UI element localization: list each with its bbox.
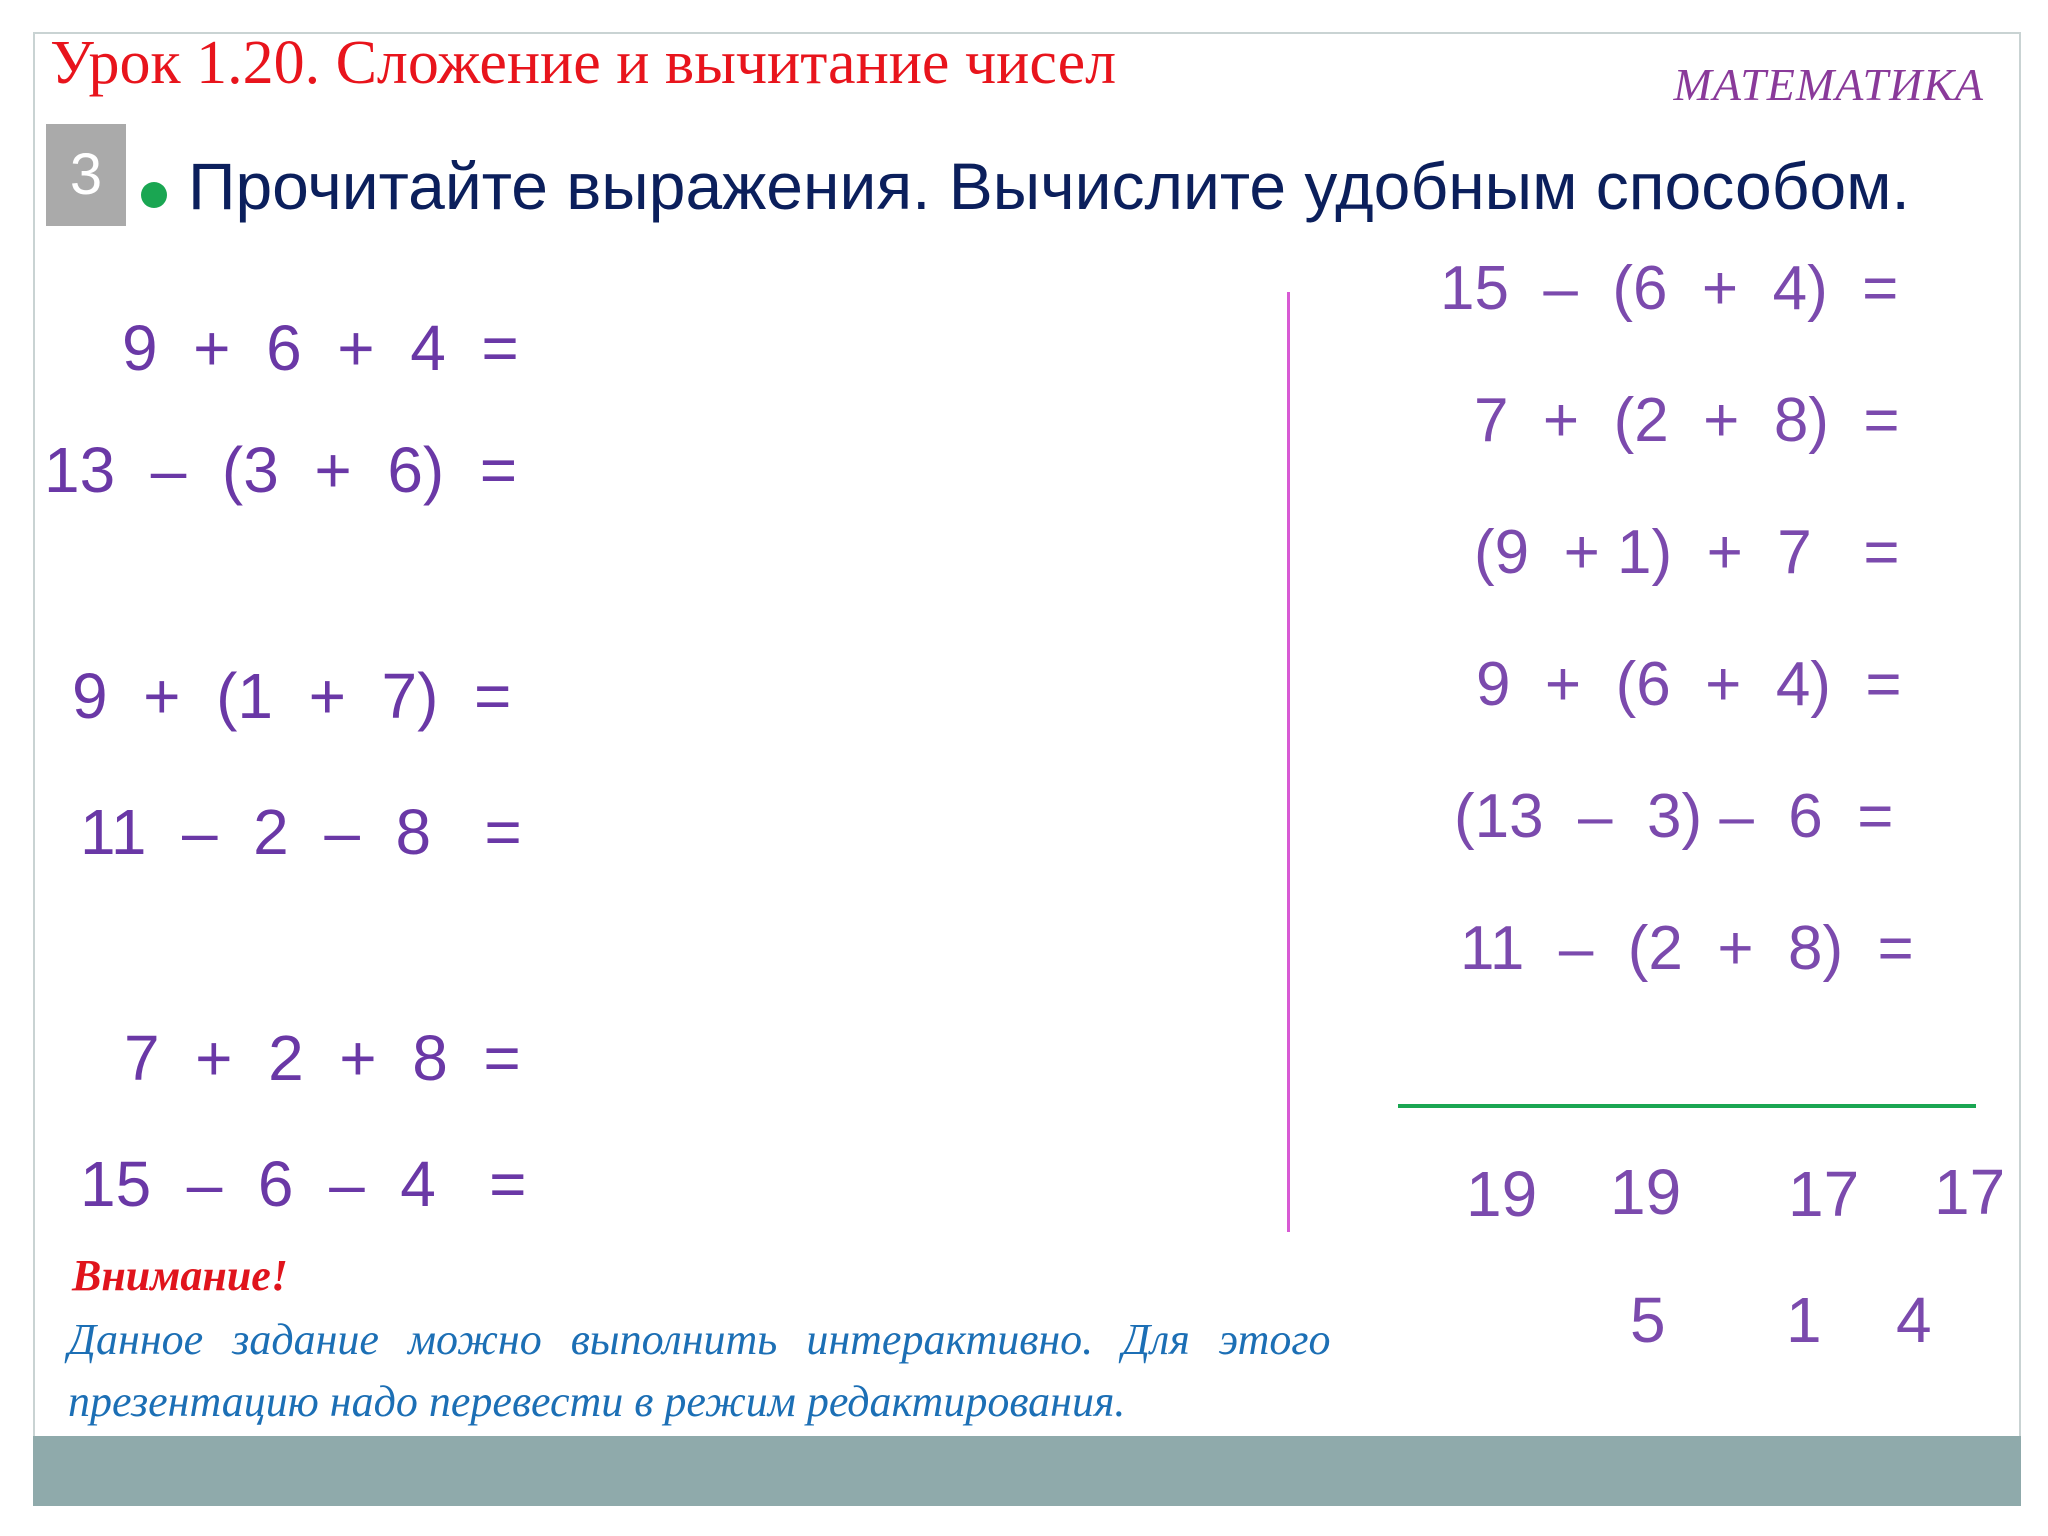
task-number-badge: 3 xyxy=(46,124,126,226)
answer-tile[interactable]: 19 xyxy=(1610,1156,1682,1228)
expression-left-2[interactable]: 13 – (3 + 6) = xyxy=(44,434,518,506)
note-text-line-1: Данное задание можно выполнить интерактивно. Для этого xyxy=(68,1315,1331,1364)
lesson-title: Урок 1.20. Сложение и вычитание чисел xyxy=(50,29,1117,97)
expression-left-3[interactable]: 9 + (1 + 7) = xyxy=(72,660,512,732)
task-instruction: Прочитайте выражения. Вычислите удобным способом. xyxy=(188,149,1910,223)
footer-bar xyxy=(33,1436,2021,1506)
subject-label: МАТЕМАТИКА xyxy=(1673,59,1984,110)
expression-left-1[interactable]: 9 + 6 + 4 = xyxy=(122,312,519,384)
expression-right-2[interactable]: 7 + (2 + 8) = xyxy=(1474,386,1900,455)
expression-right-4[interactable]: 9 + (6 + 4) = xyxy=(1476,650,1902,719)
expression-right-6[interactable]: 11 – (2 + 8) = xyxy=(1460,914,1914,983)
expression-right-3[interactable]: (9 + 1) + 7 = xyxy=(1474,518,1900,587)
answers-divider xyxy=(1398,1104,1976,1108)
expression-left-6[interactable]: 15 – 6 – 4 = xyxy=(80,1148,527,1220)
attention-label: Внимание! xyxy=(72,1251,288,1300)
answer-tile[interactable]: 19 xyxy=(1466,1158,1538,1230)
answer-tile[interactable]: 5 xyxy=(1630,1284,1666,1356)
note-text-line-2: презентацию надо перевести в режим редактирования. xyxy=(68,1377,1126,1426)
answer-tile[interactable]: 17 xyxy=(1934,1156,2006,1228)
expression-left-4[interactable]: 11 – 2 – 8 = xyxy=(80,796,522,868)
answer-tile[interactable]: 1 xyxy=(1786,1284,1822,1356)
answer-tile[interactable]: 17 xyxy=(1788,1158,1860,1230)
expression-right-1[interactable]: 15 – (6 + 4) = xyxy=(1440,254,1899,323)
expression-left-5[interactable]: 7 + 2 + 8 = xyxy=(124,1022,521,1094)
expression-right-5[interactable]: (13 – 3) – 6 = xyxy=(1454,782,1894,851)
column-divider xyxy=(1287,292,1290,1232)
bullet-icon xyxy=(141,182,167,208)
answer-tile[interactable]: 4 xyxy=(1896,1284,1932,1356)
